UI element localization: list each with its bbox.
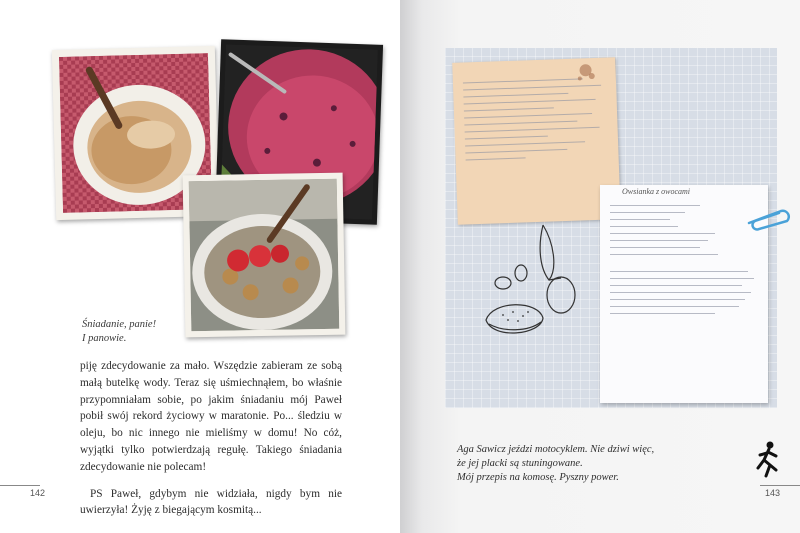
page-number-left: 142 [30,488,46,498]
photo-oatmeal-strawberries [183,173,346,338]
photo-caption [82,318,156,346]
oatmeal-image [189,179,340,332]
white-recipe-card [600,185,768,403]
right-caption-line-3: Mój przepis na komosę. Pyszny power. [457,472,619,483]
paperclip-icon [745,205,795,231]
paragraph-2: PS Paweł, gdybym nie widziała, nigdy bym nie uwierzyła! Żyję z biegającym kosmitą... [80,487,342,517]
caption-line-2: I panowie. [82,333,127,344]
caption-line-1: Śniadanie, panie! [82,319,157,330]
stain-icon [565,58,606,99]
footer-rule-right [760,485,800,486]
page-number-right: 143 [765,488,781,498]
note2-handwriting [610,199,760,320]
right-caption-line-2: że jej placki są stuningowane. [457,458,583,469]
torn-recipe-note [452,57,621,225]
paragraph-1: piję zdecydowanie za mało. Wszędzie zabieram ze sobą małą butelkę wody. Teraz się uśmiechnąłem, bo właśnie przypomniałam sobie, po jakim śniadaniu mój Paweł pobił swój rekord życiowy w maratonie. Po... śledziu w oleju, bo nic innego nie mieliśmy w domu! No cóż, wyjątki tylko potwierdzają regułę. Takiego śniadania zdecydowanie nie polecam! [80,360,342,473]
footer-rule-left [0,485,40,486]
runner-icon [752,440,782,480]
right-page-caption [457,443,654,485]
recipe-card-title: Owsianka z owocami [622,187,690,196]
right-caption-line-1: Aga Sawicz jeździ motocyklem. Nie dziwi więc, [457,444,655,455]
body-text [80,358,342,519]
food-sketch-illustration [483,220,583,355]
